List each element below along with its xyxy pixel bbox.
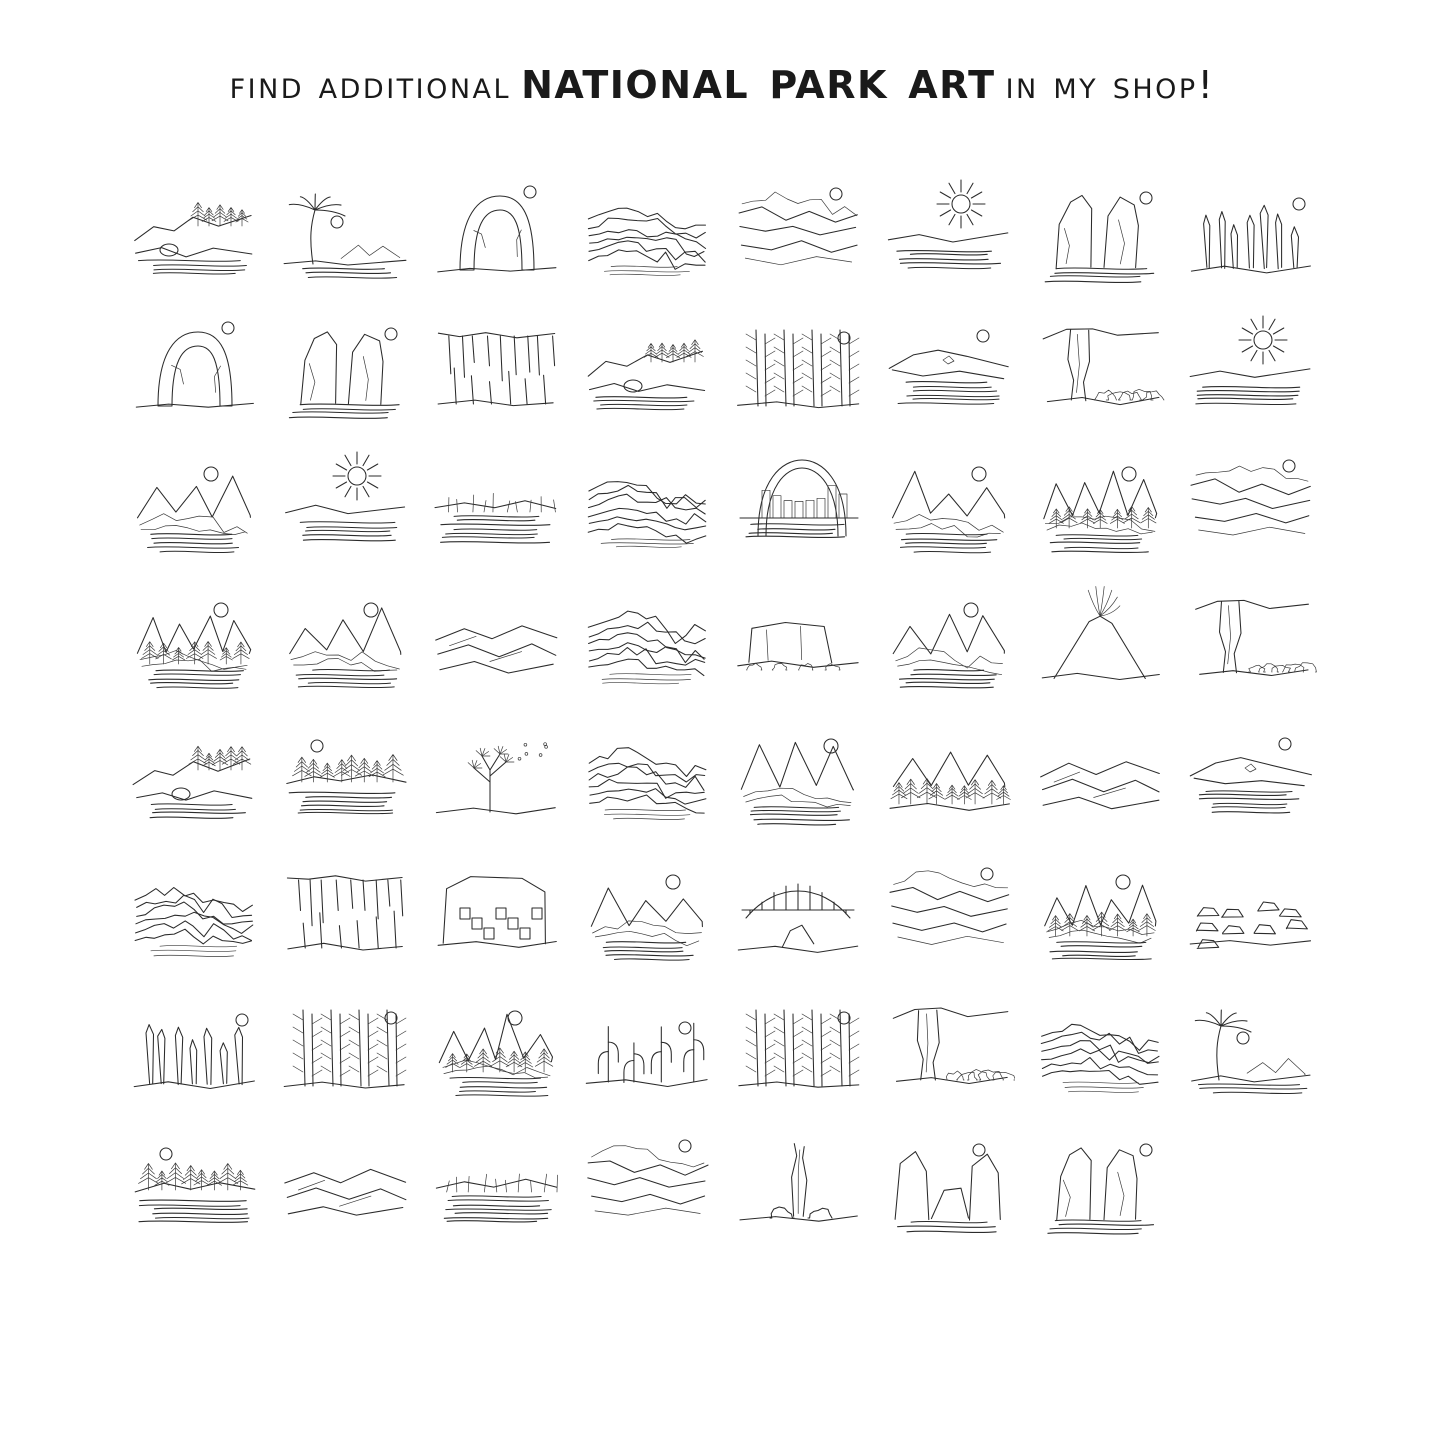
rocky-mountain-sketch-art [430,984,562,1104]
hawaii-volcanoes-sketch[interactable] [1024,568,1175,704]
guadalupe-mountains-sketch[interactable] [722,568,873,704]
grand-teton-sketch[interactable] [118,568,269,704]
pinnacles-sketch-art [128,984,260,1104]
black-canyon-gunnison-sketch[interactable] [1024,160,1175,296]
big-bend-canyon-sketch-art [732,168,864,288]
cuyahoga-valley-falls-sketch[interactable] [1024,296,1175,432]
carlsbad-caverns-sketch-art [430,304,562,424]
lake-clark-sketch-art [1185,712,1317,832]
kenai-fjords-sketch[interactable] [722,704,873,840]
virgin-islands-sketch-art [1185,984,1317,1104]
gateway-arch-sketch[interactable] [722,432,873,568]
page-title-emphasis: national park art [521,48,996,111]
canyonlands-mesa-arch-sketch[interactable] [118,296,269,432]
new-river-gorge-bridge-sketch[interactable] [722,840,873,976]
kenai-fjords-sketch-art [732,712,864,832]
congaree-trees-sketch[interactable] [722,296,873,432]
canyonlands-mesa-arch-sketch-art [128,304,260,424]
big-bend-canyon-sketch[interactable] [722,160,873,296]
indiana-dunes-sketch[interactable] [118,704,269,840]
sequoia-sketch-art [732,984,864,1104]
badlands-ridges-sketch[interactable] [571,160,722,296]
yellowstone-geyser-sketch-art [732,1120,864,1240]
sequoia-sketch[interactable] [722,976,873,1112]
wrangell-st-elias-sketch[interactable] [571,1112,722,1248]
biscayne-sunrise-sketch[interactable] [873,160,1024,296]
kobuk-valley-sketch-art [1034,712,1166,832]
grand-teton-sketch-art [128,576,260,696]
bryce-canyon-hoodoos-sketch-art [1185,168,1317,288]
denali-mountain-sketch-art [128,440,260,560]
biscayne-sunrise-sketch-art [883,168,1015,288]
indiana-dunes-sketch-art [128,712,260,832]
death-valley-dunes-sketch-art [1185,304,1317,424]
haleakala-sketch-art [883,576,1015,696]
bryce-canyon-hoodoos-sketch[interactable] [1175,160,1326,296]
page-title [0,48,1445,111]
crater-lake-rim-sketch[interactable] [873,296,1024,432]
page-title-prefix: find additional [229,63,512,107]
yellowstone-geyser-sketch[interactable] [722,1112,873,1248]
gates-of-the-arctic-sketch-art [581,440,713,560]
zion-sketch-art [1034,1120,1166,1240]
great-smoky-mountains-sketch-art [581,576,713,696]
white-sands-sketch[interactable] [269,1112,420,1248]
capitol-reef-cliffs-sketch[interactable] [269,296,420,432]
kobuk-valley-sketch[interactable] [1024,704,1175,840]
badlands-ridges-sketch-art [581,168,713,288]
page-title-suffix: in my shop! [1005,63,1216,107]
glacier-bay-sketch-art [883,440,1015,560]
carlsbad-caverns-sketch[interactable] [420,296,571,432]
new-river-gorge-bridge-sketch-art [732,848,864,968]
petrified-forest-sketch[interactable] [1175,840,1326,976]
katmai-sketch[interactable] [571,704,722,840]
theodore-roosevelt-sketch[interactable] [1024,976,1175,1112]
acadia-coast-sketch[interactable] [118,160,269,296]
arches-delicate-arch-sketch-art [430,168,562,288]
joshua-tree-sketch[interactable] [420,704,571,840]
north-cascades-sketch[interactable] [873,840,1024,976]
wrangell-st-elias-sketch-art [581,1120,713,1240]
great-basin-sketch[interactable] [269,568,420,704]
hot-springs-sketch-art [1185,576,1317,696]
great-sand-dunes-sketch[interactable] [420,568,571,704]
crater-lake-rim-sketch-art [883,304,1015,424]
grand-canyon-sketch[interactable] [1175,432,1326,568]
gateway-arch-sketch-art [732,440,864,560]
capitol-reef-cliffs-sketch-art [279,304,411,424]
joshua-tree-sketch-art [430,712,562,832]
lake-clark-sketch[interactable] [1175,704,1326,840]
zion-sketch[interactable] [1024,1112,1175,1248]
death-valley-dunes-sketch[interactable] [1175,296,1326,432]
mesa-verde-sketch[interactable] [420,840,571,976]
mesa-verde-sketch-art [430,848,562,968]
glacier-peaks-sketch[interactable] [1024,432,1175,568]
north-cascades-sketch-art [883,848,1015,968]
mount-rainier-sketch[interactable] [571,840,722,976]
redwood-sketch-art [279,984,411,1104]
petrified-forest-sketch-art [1185,848,1317,968]
gates-of-the-arctic-sketch[interactable] [571,432,722,568]
everglades-sketch[interactable] [420,432,571,568]
voyageurs-sketch[interactable] [118,1112,269,1248]
hawaii-volcanoes-sketch-art [1034,576,1166,696]
american-samoa-palms-sketch[interactable] [269,160,420,296]
redwood-sketch[interactable] [269,976,420,1112]
everglades-sketch-art [430,440,562,560]
pinnacles-sketch[interactable] [118,976,269,1112]
american-samoa-palms-sketch-art [279,168,411,288]
lassen-volcanic-sketch[interactable] [118,840,269,976]
katmai-sketch-art [581,712,713,832]
kings-canyon-sketch[interactable] [873,704,1024,840]
great-sand-dunes-sketch-art [430,576,562,696]
glacier-peaks-sketch-art [1034,440,1166,560]
rocky-mountain-sketch[interactable] [420,976,571,1112]
hot-springs-sketch[interactable] [1175,568,1326,704]
mammoth-cave-sketch[interactable] [269,840,420,976]
channel-islands-sketch[interactable] [571,296,722,432]
lassen-volcanic-sketch-art [128,848,260,968]
shenandoah-sketch-art [883,984,1015,1104]
great-basin-sketch-art [279,576,411,696]
guadalupe-mountains-sketch-art [732,576,864,696]
channel-islands-sketch-art [581,304,713,424]
white-sands-sketch-art [279,1120,411,1240]
wind-cave-sketch[interactable] [420,1112,571,1248]
cuyahoga-valley-falls-sketch-art [1034,304,1166,424]
shenandoah-sketch[interactable] [873,976,1024,1112]
mammoth-cave-sketch-art [279,848,411,968]
wind-cave-sketch-art [430,1120,562,1240]
isle-royale-sketch[interactable] [269,704,420,840]
olympic-sketch-art [1034,848,1166,968]
voyageurs-sketch-art [128,1120,260,1240]
mount-rainier-sketch-art [581,848,713,968]
arches-delicate-arch-sketch[interactable] [420,160,571,296]
glacier-bay-sketch[interactable] [873,432,1024,568]
haleakala-sketch[interactable] [873,568,1024,704]
kings-canyon-sketch-art [883,712,1015,832]
olympic-sketch[interactable] [1024,840,1175,976]
saguaro-sketch-art [581,984,713,1104]
sketch-grid [118,160,1328,1248]
dry-tortugas-sketch-art [279,440,411,560]
acadia-coast-sketch-art [128,168,260,288]
dry-tortugas-sketch[interactable] [269,432,420,568]
denali-mountain-sketch[interactable] [118,432,269,568]
saguaro-sketch[interactable] [571,976,722,1112]
grand-canyon-sketch-art [1185,440,1317,560]
virgin-islands-sketch[interactable] [1175,976,1326,1112]
yosemite-valley-sketch-art [883,1120,1015,1240]
yosemite-valley-sketch[interactable] [873,1112,1024,1248]
black-canyon-gunnison-sketch-art [1034,168,1166,288]
theodore-roosevelt-sketch-art [1034,984,1166,1104]
congaree-trees-sketch-art [732,304,864,424]
great-smoky-mountains-sketch[interactable] [571,568,722,704]
isle-royale-sketch-art [279,712,411,832]
